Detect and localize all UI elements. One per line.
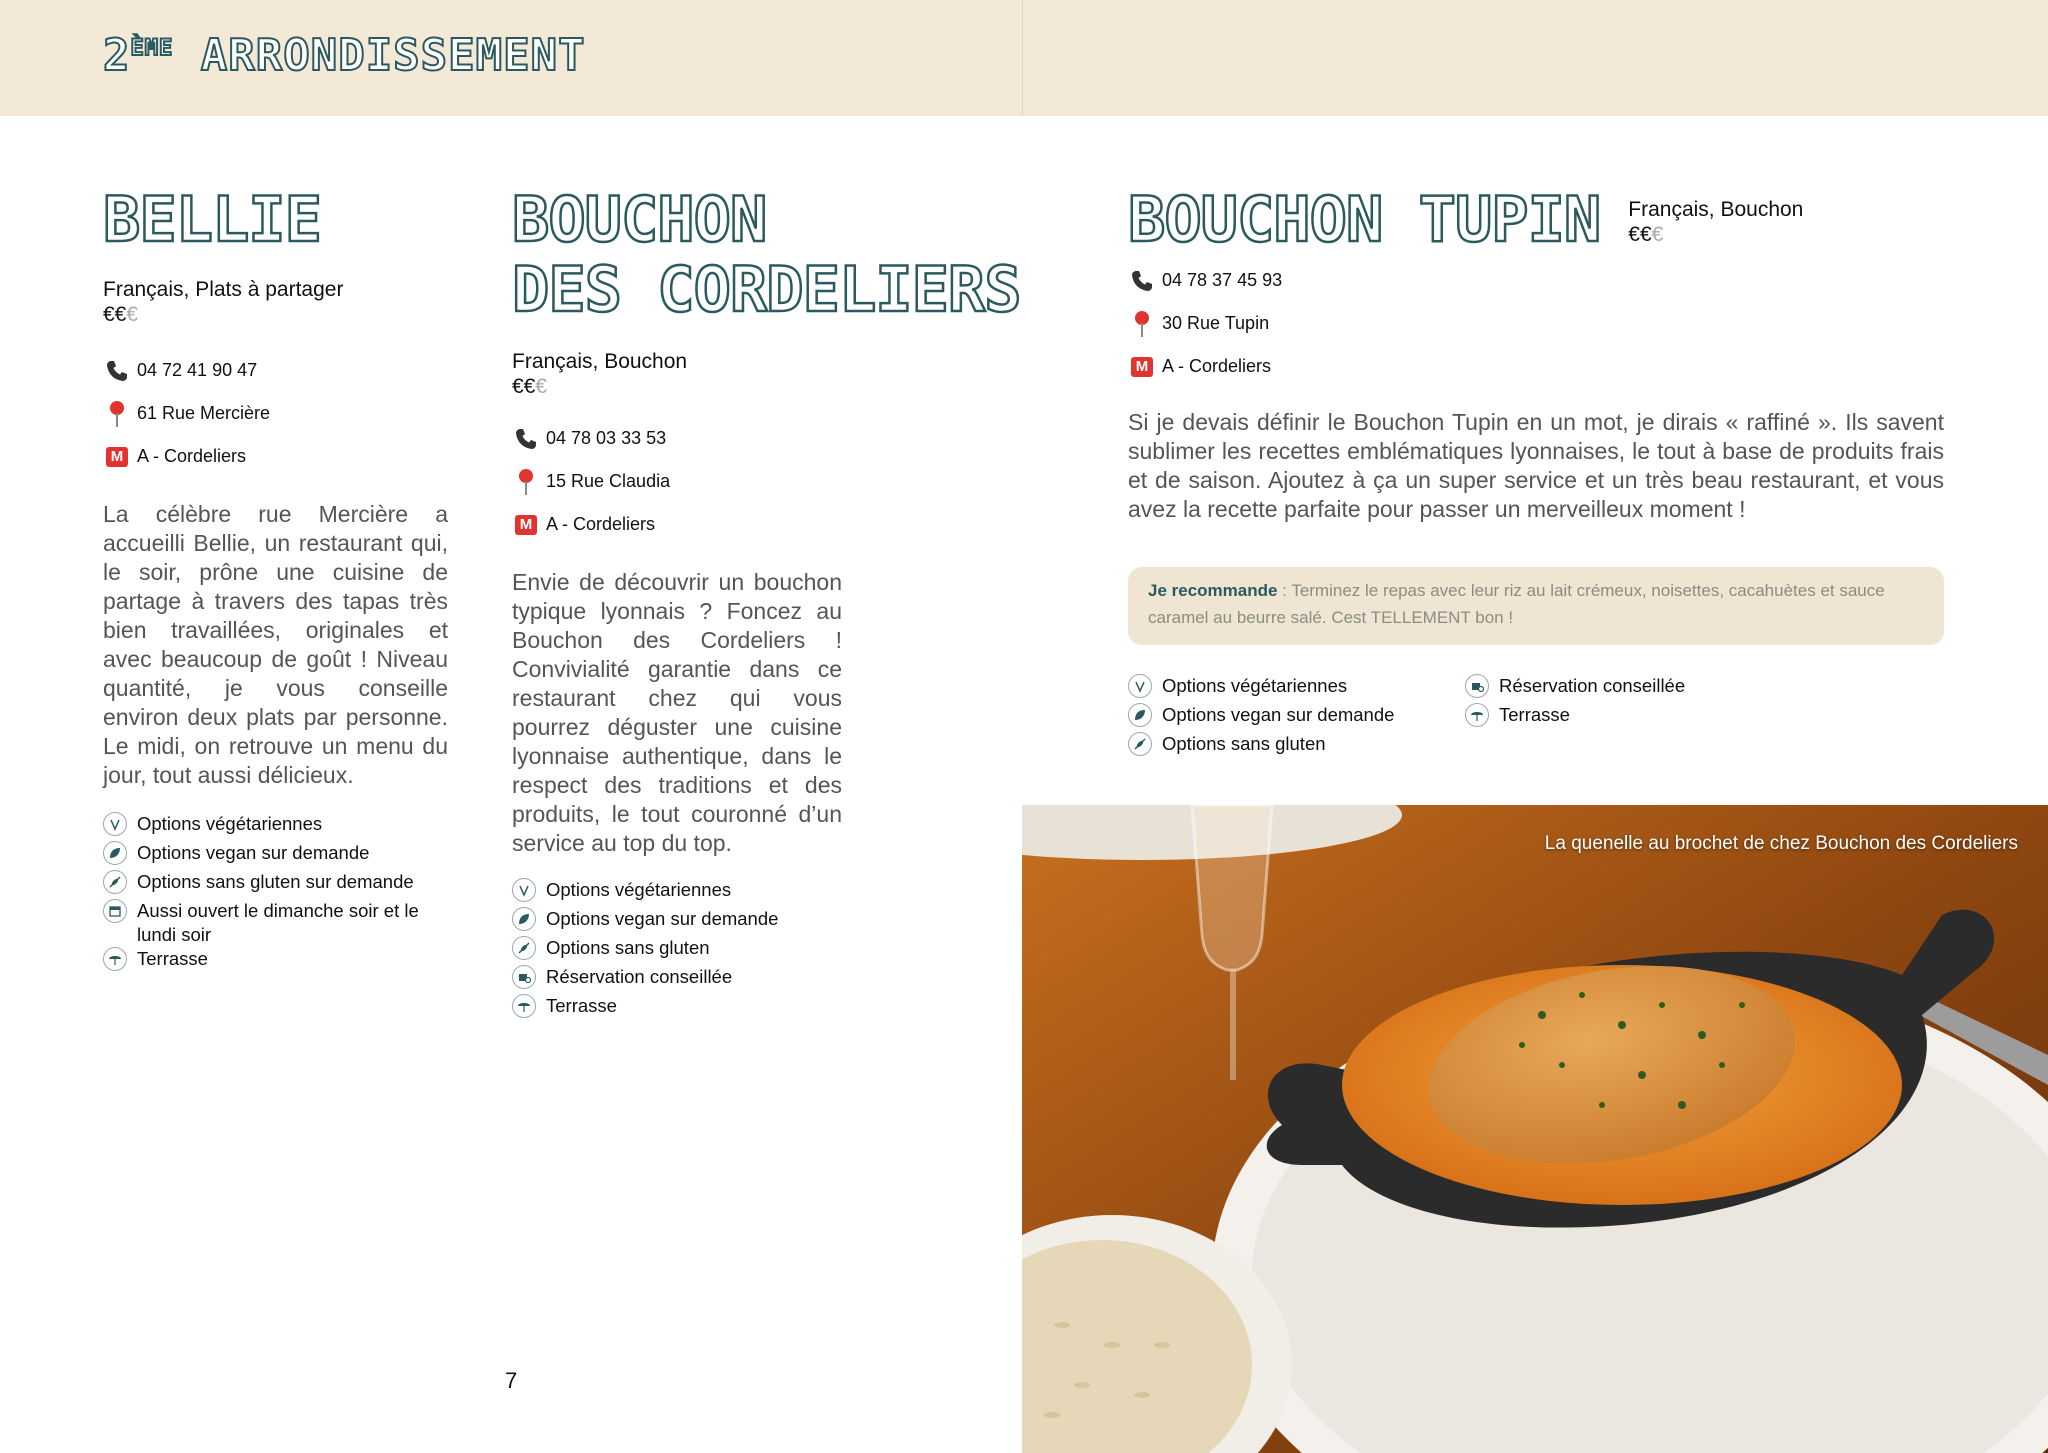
metro-station: A - Cordeliers	[137, 446, 247, 466]
feature-item: Options vegan sur demande	[1128, 703, 1468, 732]
feature-list	[1128, 674, 1468, 761]
restaurant-bellie	[103, 185, 448, 976]
vegetarian-icon	[1128, 674, 1152, 698]
section-ordinal-suffix: ÈME	[130, 36, 174, 61]
feature-item: Options sans gluten	[512, 936, 842, 965]
feature-item: Options sans gluten	[1128, 732, 1468, 761]
cuisine: Français, Bouchon	[512, 350, 688, 373]
feature-item: Options vegan sur demande	[103, 841, 448, 870]
page-spine	[1022, 0, 1023, 116]
umbrella-icon	[103, 947, 127, 971]
restaurant-name: BOUCHON DES CORDELIERS	[512, 183, 1021, 326]
metro-row	[512, 503, 842, 546]
address-row	[1128, 302, 1948, 345]
feature-list	[1465, 674, 1785, 732]
metro-station: A - Cordeliers	[1162, 356, 1272, 376]
section-title	[103, 30, 586, 81]
price-level: €€€	[1628, 223, 1664, 246]
restaurant-name: BOUCHON TUPIN	[1128, 183, 1601, 256]
calendar-icon	[103, 899, 127, 923]
tupin-features-left	[1128, 674, 1468, 761]
phone-number: 04 78 37 45 93	[1162, 270, 1283, 290]
umbrella-icon	[1465, 703, 1489, 727]
vegan-icon	[103, 841, 127, 865]
phone-icon	[103, 357, 131, 385]
photo-caption: La quenelle au brochet de chez Bouchon des Cordeliers	[1544, 833, 2018, 854]
feature-item: Options sans gluten sur demande	[103, 870, 448, 899]
phone-row	[512, 417, 842, 460]
metro-station: A - Cordeliers	[546, 514, 656, 534]
metro-icon: M	[512, 511, 540, 539]
feature-item: Terrasse	[512, 994, 842, 1023]
cuisine: Français, Plats à partager	[103, 278, 344, 301]
page-number: 7	[505, 1368, 518, 1393]
vegan-icon	[512, 907, 536, 931]
feature-item: Options végétariennes	[1128, 674, 1468, 703]
metro-icon: M	[103, 443, 131, 471]
feature-item: Options vegan sur demande	[512, 907, 842, 936]
metro-row	[1128, 345, 1948, 388]
description: Si je devais définir le Bouchon Tupin en un mot, je dirais « raffiné ». Ils savent sublimer les recettes emblématiques lyonnaises, le tout à base de produits frais et de saison. Ajoutez à ça un super service et un très beau restaurant, et vous avez la recette parfaite pour passer un merveilleux moment !	[1128, 409, 1944, 522]
feature-item: Options végétariennes	[103, 812, 448, 841]
phone-row	[1128, 259, 1948, 302]
address-row	[512, 460, 842, 503]
vegetarian-icon	[512, 878, 536, 902]
feature-item: Options végétariennes	[512, 878, 842, 907]
feature-item: Réservation conseillée	[512, 965, 842, 994]
feature-item: Terrasse	[1465, 703, 1785, 732]
address-row	[103, 392, 448, 435]
metro-row	[103, 435, 448, 478]
phone-icon	[1128, 267, 1156, 295]
phone-icon	[512, 425, 540, 453]
section-ordinal: 2	[103, 30, 131, 81]
price-level: €€€	[103, 303, 139, 326]
recommendation-box	[1128, 567, 1944, 645]
vegetarian-icon	[103, 812, 127, 836]
gluten-free-icon	[512, 936, 536, 960]
restaurant-bouchon-des-cordeliers	[512, 183, 1021, 1023]
address: 61 Rue Mercière	[137, 403, 271, 423]
feature-list	[512, 878, 842, 1023]
cuisine: Français, Bouchon	[1628, 198, 1804, 221]
gluten-free-icon	[1128, 732, 1152, 756]
dish-photo	[1022, 805, 2048, 1453]
address: 30 Rue Tupin	[1162, 313, 1270, 333]
feature-item: Aussi ouvert le dimanche soir et le lundi soir	[103, 899, 448, 947]
metro-icon: M	[1128, 353, 1156, 381]
feature-list	[103, 812, 448, 976]
restaurant-name: BELLIE	[103, 183, 321, 256]
map-pin-icon	[512, 468, 540, 496]
umbrella-icon	[512, 994, 536, 1018]
reservation-icon	[512, 965, 536, 989]
tupin-features-right	[1465, 674, 1785, 732]
phone-number: 04 72 41 90 47	[137, 360, 258, 380]
address: 15 Rue Claudia	[546, 471, 671, 491]
feature-item: Terrasse	[103, 947, 448, 976]
restaurant-bouchon-tupin	[1128, 185, 1948, 524]
quenelle-illustration	[1022, 805, 2048, 1453]
price-level: €€€	[512, 375, 548, 398]
recommendation-label: Je recommande	[1148, 581, 1278, 600]
recommendation-text: : Terminez le repas avec leur riz au lait crémeux, noisettes, cacahuètes et sauce caramel au beurre salé. Cest TELLEMENT bon !	[1148, 581, 1885, 627]
feature-item: Réservation conseillée	[1465, 674, 1785, 703]
phone-row	[103, 349, 448, 392]
description: Envie de découvrir un bouchon typique lyonnais ? Foncez au Bouchon des Cordeliers ! Convivialité garantie dans ce restaurant chez qui vous pourrez déguster une cuisine lyonnaise authentique, dans le respect des traditions et des produits, le tout couronné d’un service au top du top.	[512, 569, 842, 856]
phone-number: 04 78 03 33 53	[546, 428, 667, 448]
description: La célèbre rue Mercière a accueilli Bellie, un restaurant qui, le soir, prône une cuisine de partage à travers des tapas très bien travaillées, originales et avec beaucoup de goût ! Niveau quantité, je vous conseille environ deux plats par personne. Le midi, on retrouve un menu du jour, tout aussi délicieux.	[103, 501, 448, 788]
vegan-icon	[1128, 703, 1152, 727]
map-pin-icon	[103, 400, 131, 428]
gluten-free-icon	[103, 870, 127, 894]
section-title-text: ARRONDISSEMENT	[200, 30, 586, 81]
reservation-icon	[1465, 674, 1489, 698]
map-pin-icon	[1128, 310, 1156, 338]
